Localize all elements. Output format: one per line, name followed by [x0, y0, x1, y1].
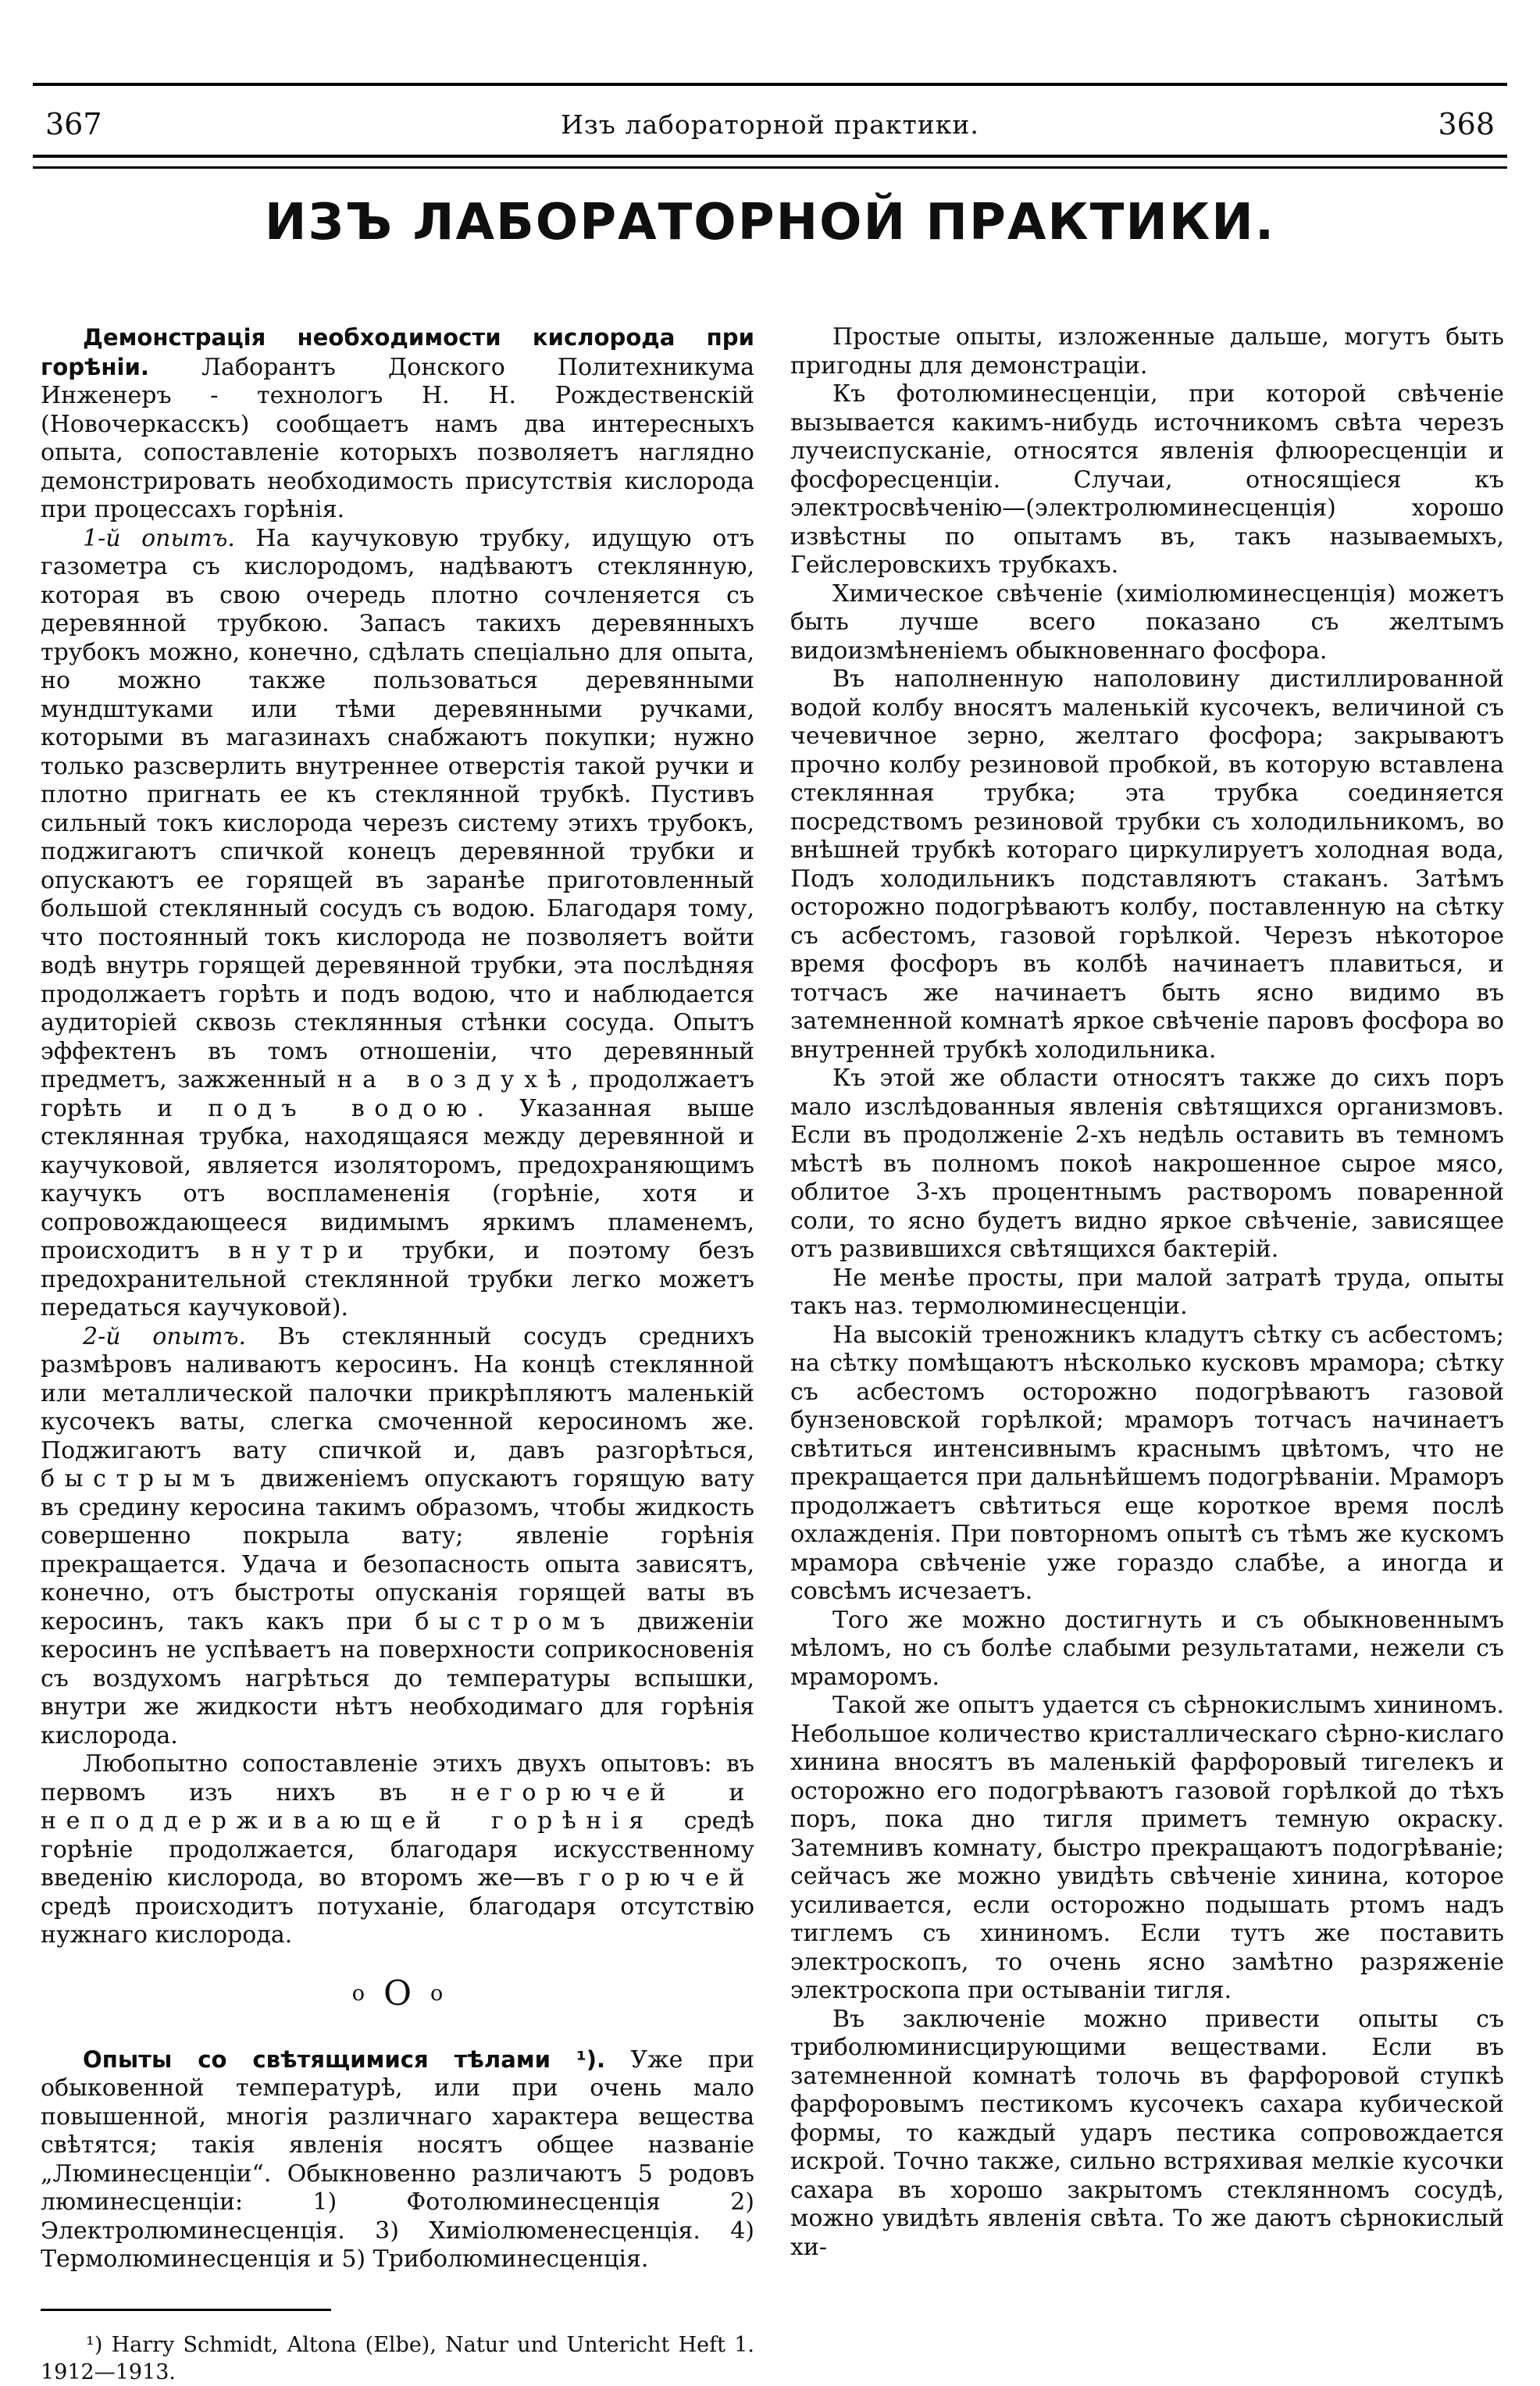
- run-in-heading: Опыты со свѣтящимися тѣлами ¹).: [83, 2045, 606, 2073]
- text-run: Такой же опытъ удается съ сѣрнокислымъ хининомъ. Небольшое количество кристаллическаго сѣрно-кислаго хинина вносятъ въ маленькій фарфоровый тигелекъ и осторожно его подогрѣваютъ газовой горѣлкой до тѣхъ поръ, пока дно тигля приметъ темную окраску. Затемнивъ комнату, быстро прекращаютъ подогрѣваніе; сейчасъ же можно увидѣть свѣченіе хинина, которое усиливается, если осторожно подышать ртомъ надъ тиглемъ съ хининомъ. Если тутъ же поставить электроскопъ, то очень ясно замѣтно разряженіе электроскопа при остываніи тигля.: [790, 1692, 1504, 2004]
- right-page-number: 368: [1433, 107, 1499, 141]
- right-column: [790, 323, 1504, 2386]
- text-run: Химическое свѣченіе (химіолюминесценція) можетъ быть лучше всего показано съ желтымъ видоизмѣненіемъ обыкновеннаго фосфора.: [790, 580, 1504, 665]
- paragraph: [790, 1065, 1504, 1264]
- two-column-body: [41, 323, 1504, 2386]
- text-run: На каучуковую трубку, идущую отъ газометра съ кислородомъ, надѣваютъ стеклянную, которая въ свою очередь плотно сочленяется съ деревянной трубкою. Запасъ такихъ деревянныхъ трубокъ можно, конечно, сдѣлать спеціально для опыта, но можно также пользоваться деревянными мундштуками или тѣми деревянными ручками, которыми въ магазинахъ снабжаютъ покупки; нужно только разсверлить внутреннее отверстія такой ручки и плотно пригнать ее къ стеклянной трубкѣ. Пустивъ сильный токъ кислорода черезъ систему этихъ трубокъ, поджигаютъ спичкой конецъ деревянной трубки и опускаютъ ее горящей въ заранѣе приготовленный большой стеклянный сосудъ съ водою. Благодаря тому, что постоянный токъ кислорода не позволяетъ войти водѣ внутрь горящей деревянной трубки, эта послѣдняя продолжаетъ горѣть и подъ водою, что и наблюдается аудиторіей сквозь стеклянныя стѣнки сосуда. Опытъ эффектенъ въ томъ отношеніи, что деревянный предметъ, зажженный: [41, 524, 754, 1093]
- text-run: Не менѣе просты, при малой затратѣ труда, опыты такъ наз. термолюминесценціи.: [790, 1264, 1504, 1320]
- page-header: [41, 100, 1499, 148]
- divider-ornament: о: [351, 1981, 365, 2006]
- paragraph: [41, 525, 754, 1323]
- text-run: Въ наполненную наполовину дистиллированной водой колбу вносятъ маленькій кусочекъ, величиной съ чечевичное зерно, желтаго фосфора; закрываютъ прочно колбу резиновой пробкой, въ которую вставлена стеклянная трубка; эта трубка соединяется посредствомъ резиновой трубки съ холодильникомъ, во внѣшней трубкѣ котораго циркулируетъ холодная вода, Подъ холодильникъ подставляютъ стаканъ. Затѣмъ осторожно подогрѣваютъ колбу, поставленную на сѣтку съ асбестомъ, газовой горѣлкой. Черезъ нѣкоторое время фосфоръ въ колбѣ начинаетъ плавиться, и тотчасъ же начинаетъ быть ясно видимо въ затемненной комнатѣ яркое свѣченіе паровъ фосфора во внутренней трубкѣ холодильника.: [790, 665, 1504, 1064]
- paragraph: [790, 665, 1504, 1065]
- paragraph: [790, 1692, 1504, 2006]
- paragraph: [790, 580, 1504, 666]
- paragraph: [41, 1750, 754, 1950]
- text-run: Въ заключеніе можно привести опыты съ триболюминисцирующими веществами. Если въ затемненной комнатѣ толочь въ фарфоровой ступкѣ фарфоровымъ пестикомъ кусочекъ сахара кубической формы, то каждый ударъ пестика сопровождается искрой. Точно также, сильно встряхивая мелкіе кусочки сахара въ хорошо закрытомъ стеклянномъ сосудѣ, можно увидѣть явленія свѣта. То же даютъ сѣрнокислый хи-: [790, 2005, 1504, 2261]
- text-run: Того же можно достигнуть и съ обыкновеннымъ мѣломъ, но съ болѣе слабыми результатами, нежели съ мраморомъ.: [790, 1606, 1504, 1691]
- run-in-heading: Демонстрація необходимости кислорода при горѣніи.: [41, 324, 754, 380]
- paragraph: [790, 323, 1504, 380]
- text-run: быстромъ: [415, 1607, 615, 1635]
- paragraph: [790, 380, 1504, 580]
- text-run: горючей: [579, 1864, 754, 1892]
- running-title: Изъ лабораторной практики.: [561, 109, 979, 140]
- divider-ornament: О: [383, 1973, 412, 2013]
- paragraph: [790, 1607, 1504, 1692]
- footnote-text: ¹) Harry Schmidt, Altona (Elbe), Natur und Untericht Heft 1. 1912—1913.: [41, 2332, 754, 2384]
- paragraph: [41, 2045, 754, 2274]
- divider-ornament: о: [430, 1981, 444, 2006]
- text-run: внутри: [227, 1237, 373, 1264]
- text-run: На высокій треножникъ кладутъ сѣтку съ асбестомъ; на сѣтку помѣщаютъ нѣсколько кусковъ мрамора; сѣтку съ асбестомъ осторожно подогрѣваютъ газовой бунзеновской горѣлкой; мраморъ тотчасъ начинаетъ свѣтиться интенсивнымъ краснымъ цвѣтомъ, что не прекращается при дальнѣйшемъ подогрѣваніи. Мраморъ продолжаетъ свѣтиться еще короткое время послѣ охлажденія. При повторномъ опытѣ съ тѣмъ же кускомъ мрамора свѣченіе уже гораздо слабѣе, а иногда и совсѣмъ исчезаетъ.: [790, 1321, 1504, 1605]
- text-run: Уже при обыковенной температурѣ, или при очень мало повышенной, многія различнаго характера вещества свѣтятся; такія явленія носятъ общее названіе „Люминесценціи“. Обыкновенно различаютъ 5 родовъ люминесценціи: 1) Фотолюминесценція 2) Электролюминесценція. 3) Химіолюменесценція. 4) Термолюминесценція и 5) Триболюминесценція.: [41, 2045, 754, 2273]
- paragraph: [790, 1264, 1504, 1321]
- paragraph: [41, 1323, 754, 1751]
- text-run: Лаборантъ Донского Политехникума Инженеръ - технологъ Н. Н. Рождественскій (Новочеркасскъ) сообщаетъ намъ два интересныхъ опыта, сопоставленіе которыхъ позволяетъ наглядно демонстрировать необходимость присутствія кислорода при процессахъ горѣнія.: [41, 353, 754, 523]
- top-rule: [33, 83, 1507, 86]
- text-run: подъ водою: [208, 1094, 477, 1122]
- text-run: Въ стеклянный сосудъ среднихъ размѣровъ наливаютъ керосинъ. На концѣ стеклянной или металлической палочки прикрѣпляютъ маленькій кусочекъ ваты, слегка смоченной керосиномъ же. Поджигаютъ вату спичкой и, давъ разгорѣться,: [41, 1322, 754, 1464]
- paragraph: [790, 2006, 1504, 2263]
- left-page-number: 367: [41, 107, 107, 141]
- text-run: Простые опыты, изложенные дальше, могутъ быть пригодны для демонстраціи.: [790, 323, 1504, 380]
- text-run: . Указанная выше стеклянная трубка, находящаяся между деревянной и каучуковой, является изоляторомъ, предохраняющимъ каучукъ отъ воспламененія (горѣніе, хотя и сопровождающееся видимымъ яркимъ пламенемъ, происходитъ: [41, 1094, 754, 1264]
- left-column: [41, 323, 754, 2386]
- article-title: ИЗЪ ЛАБОРАТОРНОЙ ПРАКТИКИ.: [264, 194, 1276, 251]
- text-run: движеніи керосинъ не успѣваетъ на поверхности соприкосновенія съ воздухомъ нагрѣться до температуры вспышки, внутри же жидкости нѣтъ необходимаго для горѣнія кислорода.: [41, 1607, 754, 1749]
- paragraph: [41, 323, 754, 525]
- text-run: 1-й опытъ.: [83, 524, 235, 552]
- text-run: 2-й опытъ.: [83, 1322, 247, 1350]
- section-divider: [41, 1973, 754, 2013]
- text-run: на воздухѣ: [337, 1066, 572, 1093]
- header-rule-thin: [33, 166, 1507, 169]
- text-run: быстрымъ: [41, 1465, 245, 1493]
- text-run: движеніемъ опускаютъ горящую вату въ средину керосина такимъ образомъ, чтобы жидкость совершенно покрыла вату; явленіе горѣнія прекращается. Удача и безопасность опыта зависятъ, конечно, отъ быстроты опусканія горящей ваты въ керосинъ, такъ какъ при: [41, 1465, 754, 1635]
- footnote-rule: [41, 2309, 331, 2311]
- text-run: Любопытно сопоставленіе этихъ двухъ опытовъ: въ первомъ изъ нихъ въ: [41, 1750, 754, 1806]
- text-run: трубки, и поэтому безъ предохранительной стеклянной трубки легко можетъ передаться каучуковой).: [41, 1237, 754, 1321]
- text-run: средѣ происходитъ потуханіе, благодаря отсутствію нужнаго кислорода.: [41, 1892, 754, 1949]
- text-run: , продолжаетъ горѣть и: [41, 1066, 754, 1122]
- text-run: Къ этой же области относятъ также до сихъ поръ мало изслѣдованныя явленія свѣтящихся организмовъ. Если въ продолженіе 2-хъ недѣль оставить въ темномъ мѣстѣ въ полномъ покоѣ накрошенное сырое мясо, облитое 3-хъ процентнымъ растворомъ поваренной соли, то ясно будетъ видно яркое свѣченіе, зависящее отъ развившихся свѣтящихся бактерій.: [790, 1065, 1504, 1263]
- text-run: негорючей и неподдерживающей горѣнія: [41, 1778, 754, 1835]
- text-run: средѣ горѣніе продолжается, благодаря искусственному введенію кислорода, во второмъ же—въ: [41, 1807, 754, 1892]
- paragraph: [790, 1321, 1504, 1607]
- text-run: Къ фотолюминесценціи, при которой свѣченіе вызывается какимъ-нибудь источникомъ свѣта черезъ лучеиспусканіе, относятся явленія флюоресценціи и фосфоресценціи. Случаи, относящіеся къ электросвѣченію—(электролюминесценція) хорошо извѣстны по опытамъ въ, такъ называемыхъ, Гейслеровскихъ трубкахъ.: [790, 380, 1504, 579]
- header-rule-thick: [33, 155, 1507, 158]
